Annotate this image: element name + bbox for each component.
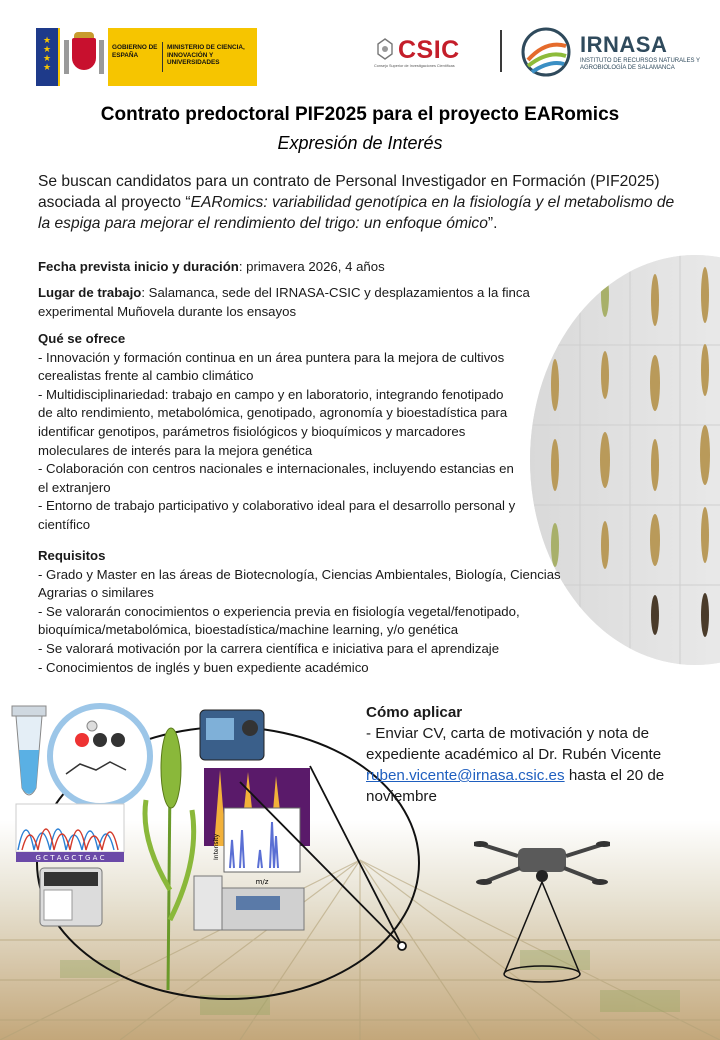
apply-section (366, 702, 706, 807)
apply-text: - Enviar CV, carta de motivación y nota de expediente académico al Dr. Rubén Vicente (366, 725, 662, 763)
axis-x-label: m/z (255, 878, 269, 886)
list-item: - Se valorarán conocimientos o experiencia previa en fisiología vegetal/fenotipado, bioquímica/metabolómica, bioestadística/machine learning, y/o genética (38, 603, 520, 638)
list-item: - Grado y Master en las áreas de Biotecnología, Ciencias Ambientales, Biología, Ciencias Agrarias o similares (38, 566, 561, 601)
omics-illustration (0, 690, 420, 1020)
requisitos-section (38, 547, 568, 677)
gobierno-text: GOBIERNO DE ESPAÑA (112, 44, 158, 59)
axis-y-label: Intensity (213, 833, 220, 860)
apply-heading: Cómo aplicar (366, 704, 463, 721)
intro-tail: ”. (487, 215, 498, 232)
lugar-label: Lugar de trabajo (38, 285, 142, 300)
lugar-value: : Salamanca, sede del IRNASA-CSIC y desplazamientos a la finca experimental Muñovela durante los ensayos (38, 285, 530, 319)
ofrece-heading: Qué se ofrece (38, 331, 126, 346)
lc-ms-instrument-icon (194, 876, 304, 930)
requisitos-heading: Requisitos (38, 548, 106, 563)
eu-flag-icon: ★ ★ ★ ★ (36, 28, 58, 86)
list-item: - Colaboración con centros nacionales e internacionales, incluyendo estancias en el extranjero (38, 461, 514, 495)
dna-chromatogram-icon (16, 804, 124, 862)
sequencer-icon (40, 868, 102, 926)
wheat-plant-icon (145, 728, 194, 990)
mass-spectrum-icon (213, 808, 300, 886)
page-title: Contrato predoctoral PIF2025 para el proyecto EARomics (100, 104, 620, 125)
contact-email-link[interactable]: ruben.vicente@irnasa.csic.es (366, 767, 565, 784)
apply-deadline: hasta el 20 de noviembre (366, 767, 665, 805)
list-item: - Multidisciplinariedad: trabajo en campo y en laboratorio, integrando fenotipado de alto rendimiento, metabolómica, genotipado, agronomía y bioestadística para identificar genotipos, parámetros fisiológicos y bioquímicos y marcadores moleculares de interés para la mejora genética (38, 386, 508, 458)
list-item: - Innovación y formación continua en un área puntera para la mejora de cultivos cerealistas frente al cambio climático (38, 349, 505, 384)
gobierno-logo (36, 28, 257, 86)
irnasa-emblem-icon (520, 26, 572, 78)
lugar-section (38, 284, 538, 321)
drone-icon (474, 832, 610, 992)
logo-divider (500, 30, 502, 72)
microtube-icon (12, 706, 46, 795)
csic-subtitle: Consejo Superior de Investigaciones Científicas (374, 64, 455, 68)
fecha-label: Fecha prevista inicio y duración (38, 259, 239, 274)
list-item: - Se valorará motivación por la carrera científica e iniciativa para el aprendizaje (38, 640, 500, 656)
coat-of-arms-icon (60, 28, 108, 86)
ofrece-section (38, 330, 518, 535)
csic-logo (372, 34, 484, 76)
csic-emblem-icon (376, 38, 394, 60)
intro-paragraph (38, 171, 690, 234)
project-name: EARomics: variabilidad genotípica en la fisiología y el metabolismo de la espiga para mejorar el rendimiento del trigo: un enfoque ómico (38, 194, 675, 232)
spectrometer-device-icon (200, 710, 264, 760)
list-item: - Entorno de trabajo participativo y colaborativo ideal para el desarrollo personal y científico (38, 498, 516, 532)
fecha-section (38, 258, 558, 277)
irnasa-wordmark: IRNASA (580, 32, 668, 57)
gel-labels: G C T A G C T G A C (35, 854, 105, 862)
ministerio-text: MINISTERIO DE CIENCIA, INNOVACIÓN Y UNIVERSIDADES (167, 44, 245, 66)
irnasa-logo (520, 24, 710, 82)
molecule-icon (50, 706, 150, 806)
page-subtitle: Expresión de Interés (277, 133, 443, 153)
list-item: - Conocimientos de inglés y buen expediente académico (38, 659, 369, 675)
csic-wordmark: CSIC (398, 36, 460, 64)
irnasa-subtitle: INSTITUTO DE RECURSOS NATURALES Y AGROBIOLOGÍA DE SALAMANCA (580, 58, 700, 71)
intro-lead: Se buscan candidatos para un contrato de Personal Investigador en Formación (PIF2025) asociada al proyecto “ (38, 173, 660, 211)
fecha-value: : primavera 2026, 4 años (238, 259, 385, 274)
